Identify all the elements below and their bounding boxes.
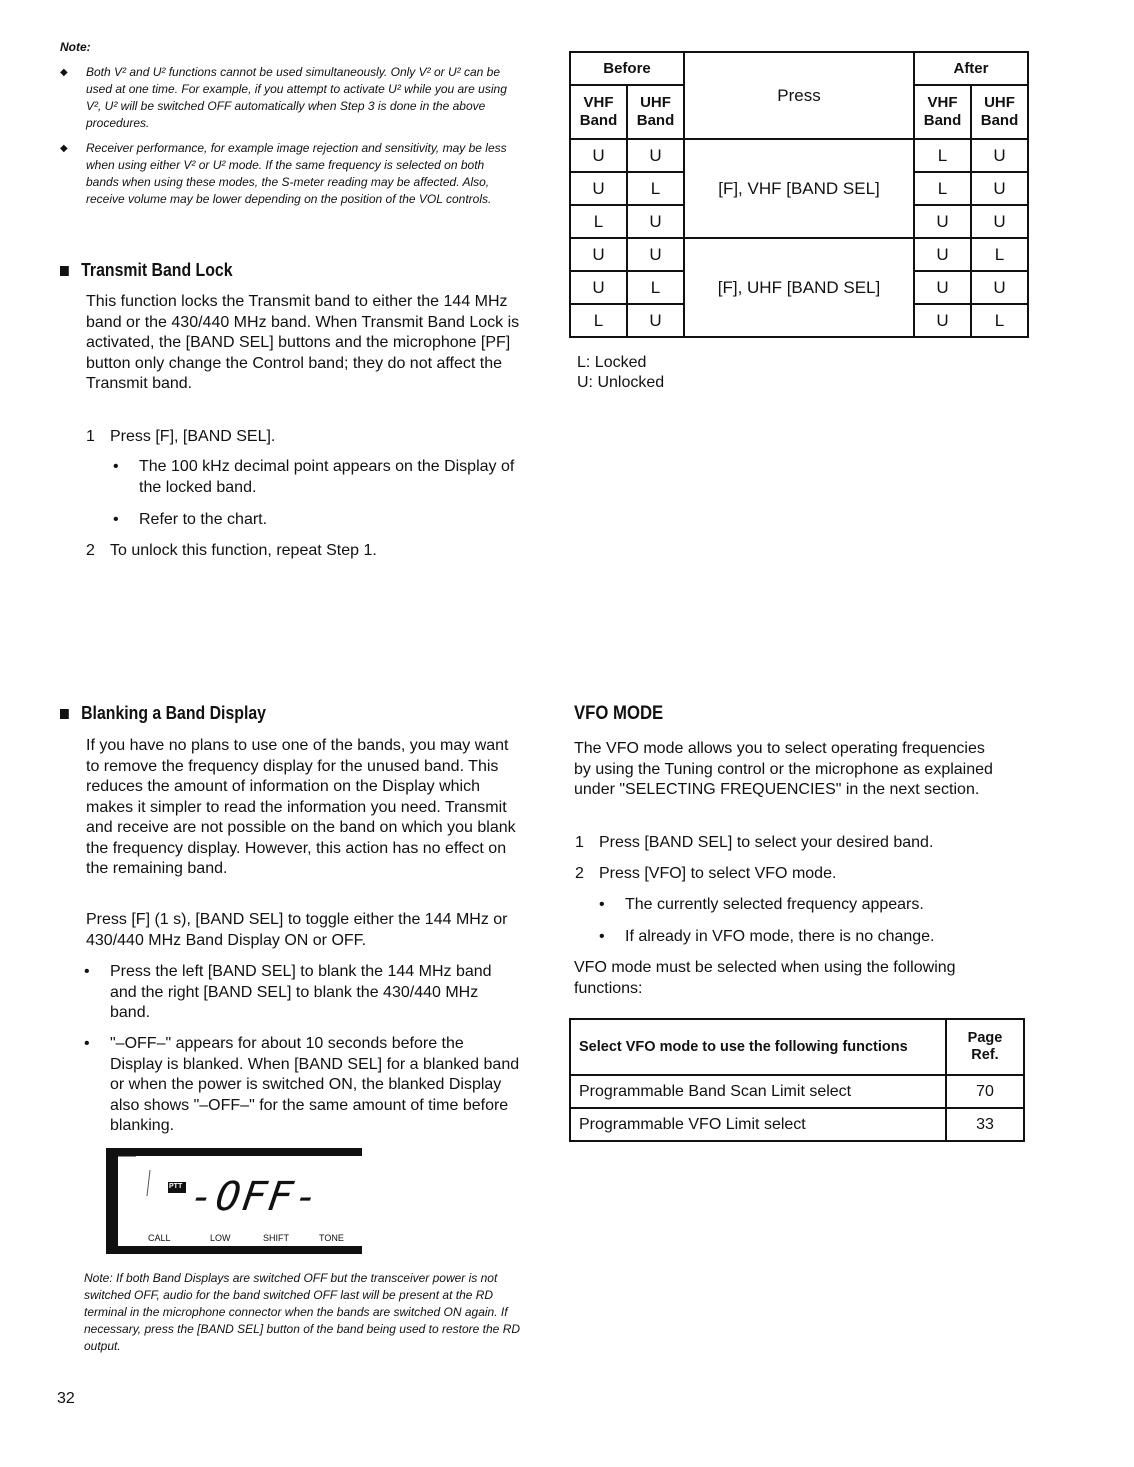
step-text: Press [F], [BAND SEL]. <box>110 428 276 445</box>
cell: U <box>570 271 627 304</box>
vfo-functions-table <box>569 1018 1025 1142</box>
lcd-off-text: -OFF- <box>186 1174 324 1220</box>
after-header: After <box>914 52 1028 85</box>
step-text: Press [BAND SEL] to select your desired band. <box>599 834 934 851</box>
note-item <box>60 140 520 208</box>
square-bullet-icon <box>60 266 69 276</box>
vfo-bullet-2: • If already in VFO mode, there is no change. <box>625 927 1025 948</box>
dot-bullet-icon: • <box>599 928 605 945</box>
step-number: 2 <box>86 542 95 559</box>
step-text: To unlock this function, repeat Step 1. <box>110 542 377 559</box>
cell: L <box>627 271 684 304</box>
table-row <box>570 238 1028 271</box>
blanking-para-1: If you have no plans to use one of the bands, you may want to remove the frequency display for the unused band. This reduces the amount of information on the Display which makes it simpler to read the information you need. Transmit and receive are not possible on the band on which you blank the frequency display. However, this action has no effect on the remaining band. <box>86 737 516 877</box>
cell: U <box>971 205 1028 238</box>
blanking-note: Note: If both Band Displays are switched OFF but the transceiver power is not switched OFF, audio for the band switched OFF last will be present at the RD terminal in the microphone connector when the bands are switched ON again. If necessary, press the [BAND SEL] button of the band being used to restore the RD output. <box>84 1271 521 1353</box>
before-vhf-header: VHF Band <box>570 85 627 139</box>
table-row <box>570 139 1028 172</box>
step-number: 2 <box>575 865 584 882</box>
cell: U <box>627 205 684 238</box>
after-uhf-header: UHF Band <box>971 85 1028 139</box>
cell: U <box>570 238 627 271</box>
square-bullet-icon <box>60 709 69 719</box>
legend-unlocked: U: Unlocked <box>577 374 665 391</box>
transmit-band-lock-intro: This function locks the Transmit band to either the 144 MHz band or the 430/440 MHz band. When Transmit Band Lock is activated, the [BAND SEL] buttons and the microphone [PF] button only change the Control band; they do not affect the Transmit band. <box>86 293 520 392</box>
step-1 <box>86 427 530 448</box>
cell: L <box>971 304 1028 337</box>
before-uhf-header: UHF Band <box>627 85 684 139</box>
dot-bullet-icon: • <box>113 458 119 475</box>
cell: L <box>570 304 627 337</box>
cell: U <box>627 304 684 337</box>
note-label: Note: <box>60 40 91 54</box>
dot-bullet-icon: • <box>84 963 90 980</box>
dot-bullet-icon: • <box>599 896 605 913</box>
blanking-para-2: Press [F] (1 s), [BAND SEL] to toggle either the 144 MHz or 430/440 MHz Band Display ON or OFF. <box>86 911 508 949</box>
press-vhf-cell: [F], VHF [BAND SEL] <box>684 139 914 238</box>
lcd-label-shift: SHIFT <box>263 1233 289 1243</box>
cell: U <box>914 304 971 337</box>
cell: L <box>971 238 1028 271</box>
diamond-bullet-icon: ◆ <box>60 143 68 154</box>
lcd-off-display <box>106 1148 362 1254</box>
lcd-label-tone: TONE <box>319 1233 344 1243</box>
function-cell: Programmable VFO Limit select <box>570 1108 946 1141</box>
cell: U <box>627 238 684 271</box>
legend-locked: L: Locked <box>577 354 647 371</box>
press-uhf-cell: [F], UHF [BAND SEL] <box>684 238 914 337</box>
diamond-bullet-icon: ◆ <box>60 67 68 78</box>
vfo-para-1: The VFO mode allows you to select operating frequencies by using the Tuning control or the microphone as explained under "SELECTING FREQUENCIES" in the next section. <box>574 740 993 798</box>
table-row <box>570 1108 1024 1141</box>
vfo-para-2: VFO mode must be selected when using the following functions: <box>574 959 956 997</box>
blanking-bullet-2: • "–OFF–" appears for about 10 seconds before the Display is blanked. When [BAND SEL] for a blanked band or when the power is switched ON, the blanked Display also shows "–OFF–" for the same amount of time before blanking. <box>84 1035 520 1134</box>
function-cell: Programmable Band Scan Limit select <box>570 1075 946 1108</box>
cell: L <box>914 139 971 172</box>
vfo-step-1 <box>575 833 1019 854</box>
dot-bullet-icon: • <box>84 1035 90 1052</box>
cell: L <box>914 172 971 205</box>
page-ref-header: Page Ref. <box>946 1019 1024 1075</box>
band-lock-table <box>569 51 1029 338</box>
step-text: Press [VFO] to select VFO mode. <box>599 865 837 882</box>
cell: L <box>570 205 627 238</box>
cell: U <box>914 205 971 238</box>
vfo-bullet-1: • The currently selected frequency appears. <box>625 895 1025 916</box>
vfo-table-header: Select VFO mode to use the following functions <box>570 1019 946 1075</box>
cell: U <box>971 271 1028 304</box>
cell: U <box>971 172 1028 205</box>
page-cell: 33 <box>946 1108 1024 1141</box>
cell: U <box>627 139 684 172</box>
before-header: Before <box>570 52 684 85</box>
blanking-heading: Blanking a Band Display <box>60 703 266 724</box>
press-header: Press <box>684 52 914 139</box>
lcd-label-low: LOW <box>210 1233 231 1243</box>
transmit-band-lock-heading: Transmit Band Lock <box>60 260 233 281</box>
dot-bullet-icon: • <box>113 511 119 528</box>
cell: U <box>914 238 971 271</box>
blanking-bullet-1: • Press the left [BAND SEL] to blank the 144 MHz band and the right [BAND SEL] to blank the 430/440 MHz band. <box>84 963 492 1021</box>
ptt-indicator: PTT <box>169 1183 183 1190</box>
note-item-text: Both V² and U² functions cannot be used simultaneously. Only V² or U² can be used at one time. For example, if you attempt to activate U² while you are using V², U² will be switched OFF automatically when Step 3 is done in the above procedures. <box>86 65 507 130</box>
lcd-label-call: CALL <box>148 1233 171 1243</box>
note-item <box>60 64 520 132</box>
after-vhf-header: VHF Band <box>914 85 971 139</box>
cell: U <box>914 271 971 304</box>
step-2 <box>86 541 530 562</box>
cell: U <box>570 139 627 172</box>
cell: U <box>570 172 627 205</box>
vfo-step-2 <box>575 864 1019 885</box>
note-list <box>60 64 520 216</box>
page-number: 32 <box>57 1390 75 1407</box>
step-1-bullet-2: • Refer to the chart. <box>139 510 519 531</box>
step-number: 1 <box>575 834 584 851</box>
table-row <box>570 1075 1024 1108</box>
note-item-text: Receiver performance, for example image rejection and sensitivity, may be less when using either V² or U² mode. If the same frequency is selected on both bands when using these modes, the S-meter reading may be affected. Also, receive volume may be lower depending on the position of the VOL controls. <box>86 141 507 206</box>
step-number: 1 <box>86 428 95 445</box>
cell: U <box>971 139 1028 172</box>
cell: L <box>627 172 684 205</box>
page-cell: 70 <box>946 1075 1024 1108</box>
vfo-mode-heading: VFO MODE <box>574 703 664 724</box>
step-1-bullet-1: • The 100 kHz decimal point appears on the Display of the locked band. <box>113 458 515 496</box>
